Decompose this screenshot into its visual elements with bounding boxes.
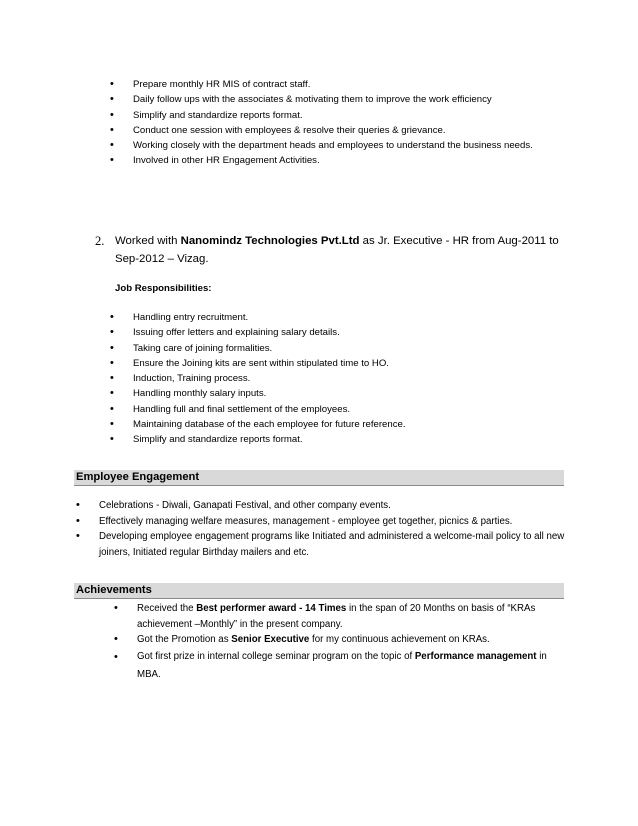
list-item [110, 108, 553, 123]
list-item-text: Developing employee engagement programs like Initiated and administered a welcome-mail policy to all new joiners, Initiated regular Birthday mailers and etc. [99, 531, 565, 558]
bullet-icon: • [110, 402, 114, 415]
bullet-icon: • [110, 154, 114, 167]
list-item [110, 310, 553, 325]
section-heading-employee-engagement: Employee Engagement [74, 470, 564, 485]
hr-mis-list [110, 77, 553, 169]
achievement-text: Got the Promotion as [137, 634, 232, 645]
achievement-text: for my continuous achievement on KRAs. [309, 634, 490, 645]
list-item [110, 371, 553, 386]
job-prefix: Worked with [115, 235, 181, 247]
job-entry-2 [95, 233, 575, 268]
bullet-icon: • [110, 139, 114, 152]
achievement-highlight: Senior Executive [231, 634, 310, 645]
bullet-icon: • [110, 418, 114, 431]
company-name: Nanomindz Technologies Pvt.Ltd [180, 235, 360, 247]
bullet-icon: • [76, 499, 80, 511]
bullet-icon: • [110, 341, 114, 354]
list-item-text: Handling entry recruitment. [133, 312, 249, 323]
list-item-text: Working closely with the department heads and employees to understand the business needs. [133, 140, 533, 152]
list-item [76, 529, 569, 560]
bullet-icon: • [110, 78, 114, 90]
list-item [110, 402, 553, 417]
list-item-text: Handling monthly salary inputs. [133, 388, 267, 400]
list-item-text: Issuing offer letters and explaining salary details. [133, 327, 340, 339]
list-item [110, 92, 553, 107]
achievement-text: in MBA. [137, 650, 547, 680]
list-item [110, 417, 553, 432]
list-item [114, 601, 567, 632]
list-item [110, 432, 553, 447]
list-item-text: Handling full and final settlement of the employees. [133, 403, 351, 415]
list-item-text: Effectively managing welfare measures, management - employee get together, picnics & parties. [99, 515, 513, 527]
list-item [110, 386, 553, 401]
list-item-text: Taking care of joining formalities. [133, 342, 273, 354]
list-item [76, 498, 569, 514]
achievement-highlight: Best performer award - 14 Times [196, 603, 347, 614]
list-item [110, 77, 553, 92]
section-divider [74, 598, 564, 599]
list-item [114, 648, 567, 684]
achievement-text: Received the [137, 603, 197, 614]
list-item-text: Induction, Training process. [133, 373, 251, 385]
job-number: 2. [95, 234, 105, 248]
bullet-icon: • [110, 311, 114, 323]
list-item-text: Involved in other HR Engagement Activities. [133, 155, 320, 167]
section-divider [74, 485, 564, 486]
bullet-icon: • [114, 633, 118, 645]
list-item [110, 138, 553, 153]
job-responsibilities-heading: Job Responsibilities: [115, 283, 212, 294]
section-heading-achievements: Achievements [74, 583, 564, 598]
bullet-icon: • [114, 650, 118, 663]
list-item-text: Celebrations - Diwali, Ganapati Festival, and other company events. [99, 500, 391, 511]
bullet-icon: • [110, 326, 114, 339]
bullet-icon: • [76, 530, 80, 542]
list-item-text: Conduct one session with employees & resolve their queries & grievance. [133, 124, 446, 136]
achievement-text: in the span of 20 Months on basis of “KRAs achievement –Monthly” in the present company. [137, 603, 536, 630]
list-item-text: Maintaining database of the each employee for future reference. [133, 419, 406, 431]
achievement-text: Got first prize in internal college seminar program on the topic of [137, 650, 415, 662]
list-item [110, 356, 553, 371]
list-item [110, 341, 553, 356]
job-responsibilities-list [110, 310, 553, 448]
list-item-text: Ensure the Joining kits are sent within stipulated time to HO. [133, 357, 389, 369]
bullet-icon: • [110, 108, 114, 121]
achievement-highlight: Performance management [414, 650, 537, 662]
list-item-text: Simplify and standardize reports format. [133, 434, 303, 446]
bullet-icon: • [114, 602, 118, 614]
list-item [110, 325, 553, 340]
list-item-text: Daily follow ups with the associates & motivating them to improve the work efficiency [133, 94, 492, 106]
bullet-icon: • [76, 514, 80, 527]
bullet-icon: • [110, 93, 114, 106]
bullet-icon: • [110, 123, 114, 136]
bullet-icon: • [110, 356, 114, 369]
list-item-text: Prepare monthly HR MIS of contract staff. [133, 79, 311, 90]
employee-engagement-list [76, 498, 569, 560]
list-item-text: Simplify and standardize reports format. [133, 109, 303, 121]
bullet-icon: • [110, 372, 114, 385]
job-suffix: as Jr. Executive - HR from Aug-2011 to Sep-2012 – Vizag. [115, 235, 559, 265]
bullet-icon: • [110, 433, 114, 446]
bullet-icon: • [110, 387, 114, 400]
job-description [95, 233, 575, 268]
list-item [110, 123, 553, 138]
list-item [110, 153, 553, 168]
achievements-list [114, 601, 567, 684]
list-item [76, 514, 569, 530]
list-item [114, 632, 567, 648]
